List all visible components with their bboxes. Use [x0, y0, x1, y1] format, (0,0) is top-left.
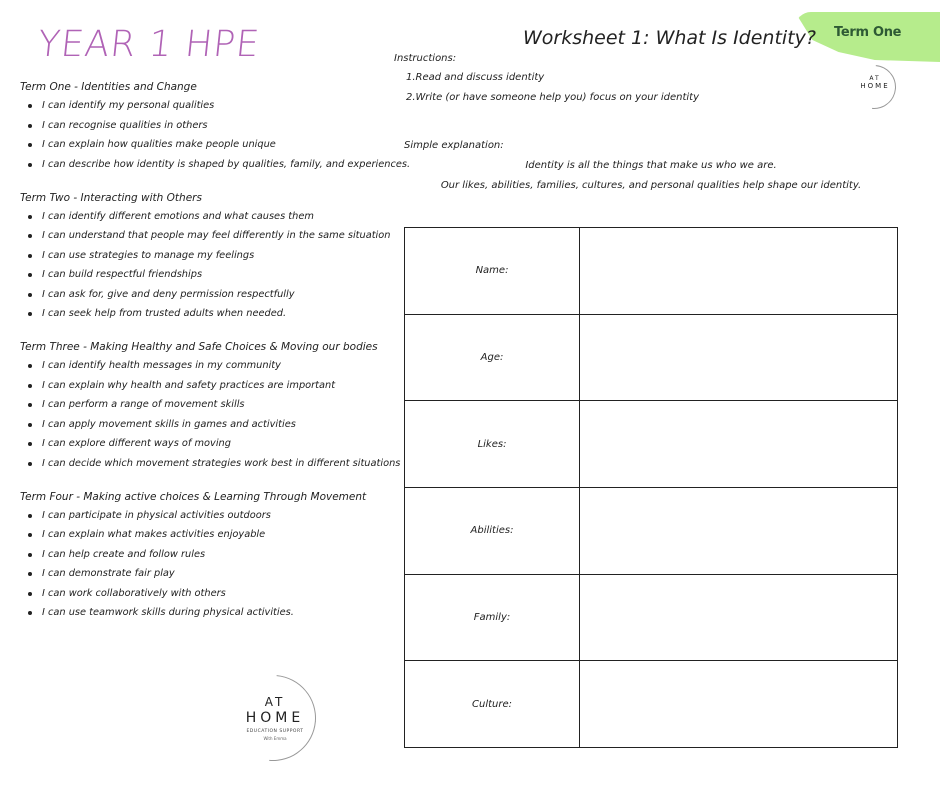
table-row: [405, 661, 898, 748]
list-item: I can recognise qualities in others: [42, 119, 390, 132]
logo-arc: [212, 657, 333, 778]
list-item: I can explain why health and safety practices are important: [42, 379, 390, 392]
at-home-logo: [852, 65, 898, 111]
term-section: [20, 191, 390, 321]
term-tab-label: Term One: [834, 25, 902, 40]
row-label: Name:: [405, 228, 580, 315]
row-label: Abilities:: [405, 487, 580, 574]
list-item: I can decide which movement strategies work best in different situations: [42, 457, 401, 469]
instructions-label: Instructions:: [394, 53, 457, 64]
answer-cell[interactable]: [580, 661, 898, 748]
logo-line-1: AT: [264, 695, 286, 709]
table-row: [405, 487, 898, 574]
answer-cell[interactable]: [580, 314, 898, 401]
row-label: Age:: [405, 314, 580, 401]
answer-cell[interactable]: [580, 487, 898, 574]
logo-arc: [843, 56, 905, 118]
table-row: [405, 228, 898, 315]
list-item: I can use teamwork skills during physical activities.: [42, 606, 390, 619]
answer-cell[interactable]: [580, 401, 898, 488]
list-item: I can explore different ways of moving: [42, 437, 390, 450]
row-label: Likes:: [405, 401, 580, 488]
term-heading: Term Four - Making active choices & Learning Through Movement: [20, 490, 367, 503]
list-item: I can build respectful friendships: [42, 268, 390, 281]
list-item: I can describe how identity is shaped by qualities, family, and experiences.: [42, 158, 411, 170]
row-label: Family:: [405, 574, 580, 661]
logo-line-4: With Emma: [263, 736, 287, 741]
list-item: I can demonstrate fair play: [42, 567, 390, 580]
list-item: I can help create and follow rules: [42, 548, 390, 561]
term-section: [20, 490, 390, 620]
list-item: I can use strategies to manage my feelings: [42, 249, 390, 262]
list-item: 1.Read and discuss identity: [406, 72, 545, 83]
row-label: Culture:: [405, 661, 580, 748]
explanation-line: Identity is all the things that make us who we are.: [525, 160, 777, 171]
table-row: [405, 574, 898, 661]
logo-line-1: AT: [869, 75, 881, 82]
logo-line-2: HOME: [860, 82, 890, 90]
list-item: I can identify health messages in my community: [42, 359, 390, 372]
term-heading: Term One - Identities and Change: [20, 81, 197, 93]
term-heading: Term Three - Making Healthy and Safe Choices & Moving our bodies: [20, 341, 378, 353]
list-item: I can ask for, give and deny permission respectfully: [42, 288, 390, 301]
logo-line-2: HOME: [245, 710, 305, 726]
list-item: I can identify my personal qualities: [42, 99, 390, 112]
list-item: I can work collaboratively with others: [42, 587, 390, 600]
list-item: I can apply movement skills in games and activities: [42, 418, 390, 431]
term-section: [20, 80, 411, 171]
list-item: I can explain how qualities make people unique: [42, 138, 390, 151]
table-row: [405, 314, 898, 401]
list-item: I can participate in physical activities outdoors: [42, 509, 390, 522]
identity-table: [404, 227, 898, 748]
term-section: [20, 340, 401, 470]
list-item: I can seek help from trusted adults when needed.: [42, 307, 390, 320]
list-item: I can identify different emotions and what causes them: [42, 210, 390, 223]
explanation-label: Simple explanation:: [404, 140, 504, 151]
list-item: I can explain what makes activities enjoyable: [42, 528, 390, 541]
answer-cell[interactable]: [580, 574, 898, 661]
list-item: 2.Write (or have someone help you) focus on your identity: [406, 92, 699, 103]
logo-line-3: EDUCATION SUPPORT: [246, 729, 304, 734]
answer-cell[interactable]: [580, 228, 898, 315]
term-list: [20, 80, 411, 639]
term-heading: Term Two - Interacting with Others: [20, 191, 202, 204]
page-title: YEAR 1 HPE: [35, 24, 262, 65]
list-item: I can perform a range of movement skills: [42, 398, 390, 411]
explanation-line: Our likes, abilities, families, cultures, and personal qualities help shape our identity.: [440, 180, 862, 191]
table-row: [405, 401, 898, 488]
instructions-list: [406, 71, 699, 111]
list-item: I can understand that people may feel differently in the same situation: [42, 230, 391, 241]
worksheet-title: Worksheet 1: What Is Identity?: [523, 27, 816, 49]
at-home-logo: [230, 675, 320, 760]
